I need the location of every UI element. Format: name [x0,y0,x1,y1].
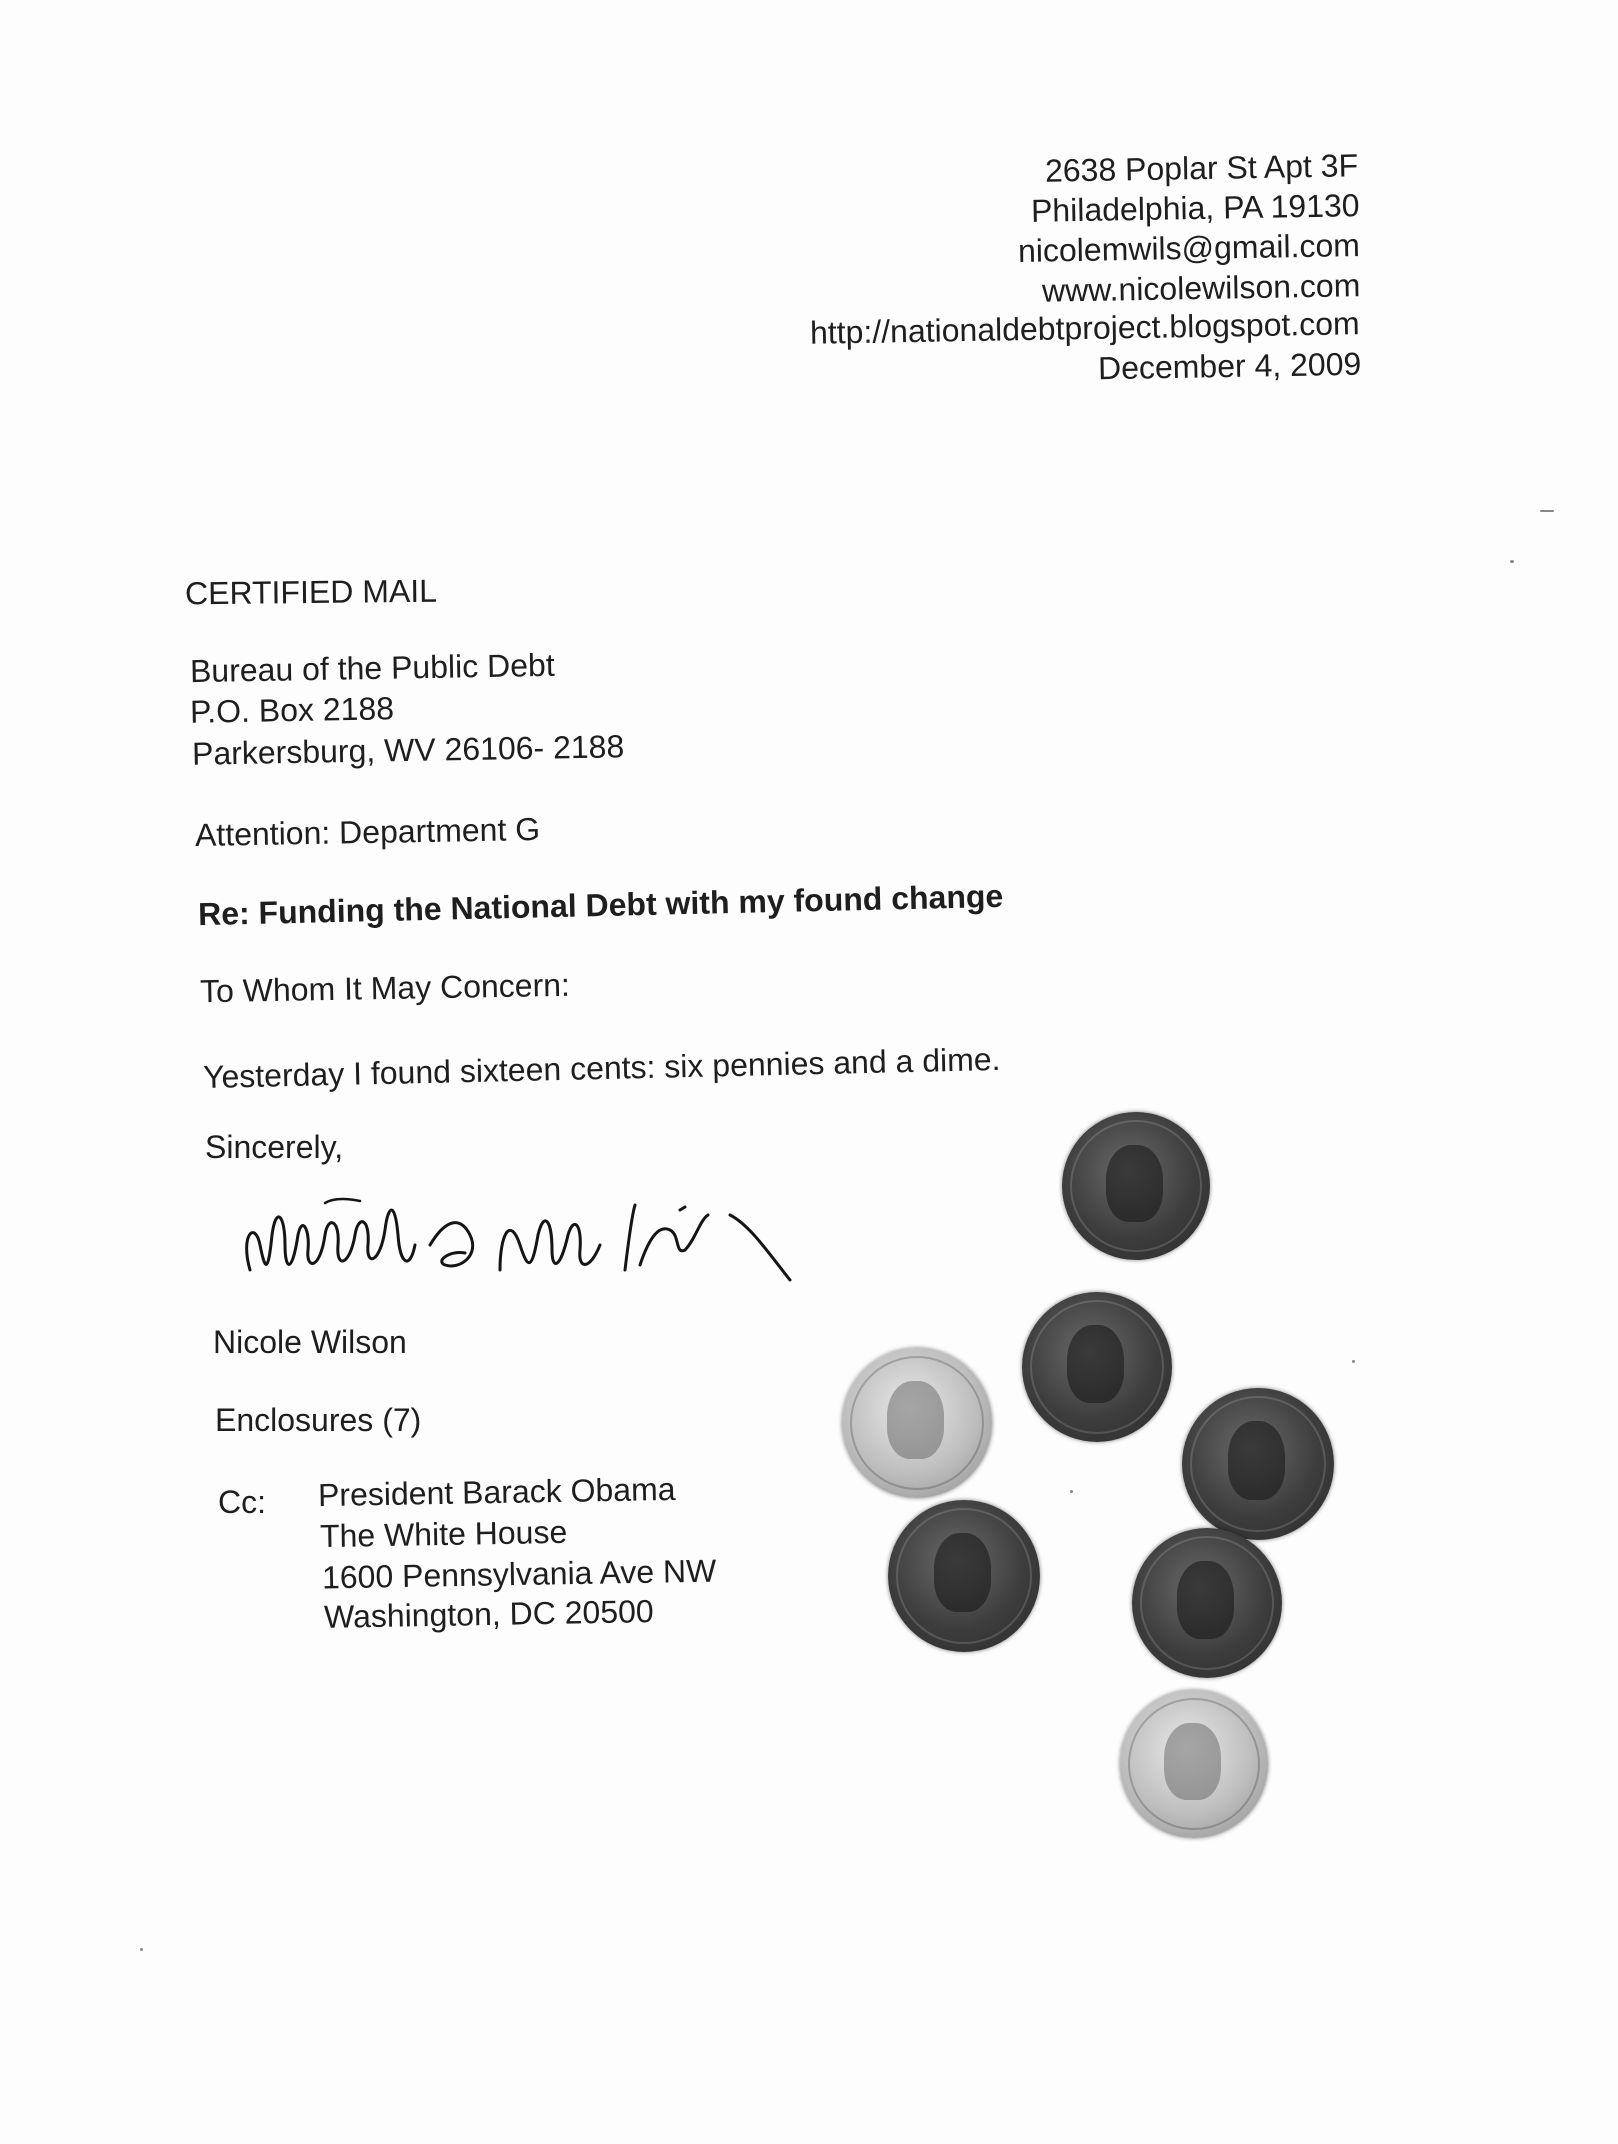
sender-city: Philadelphia, PA 19130 [1031,187,1361,229]
recipient-name: Bureau of the Public Debt [189,646,555,690]
cc-label: Cc: [218,1484,266,1520]
penny-coin-3 [1182,1388,1334,1540]
letter-date: December 4, 2009 [1097,345,1362,387]
enclosures-line: Enclosures (7) [215,1402,422,1438]
cc-city: Washington, DC 20500 [323,1593,654,1635]
sender-blog: http://nationaldebtproject.blogspot.com [810,305,1361,351]
attention-line: Attention: Department G [194,810,541,854]
scan-speck [1540,510,1554,512]
signer-name: Nicole Wilson [213,1324,407,1360]
scan-speck [1352,1360,1355,1363]
dime-coin-1 [842,1348,992,1498]
scan-speck [1070,1490,1073,1493]
closing: Sincerely, [205,1129,344,1165]
dime-coin-2 [1120,1690,1268,1838]
subject-line: Re: Funding the National Debt with my found change [197,877,1004,933]
cc-name: President Barack Obama [317,1470,676,1514]
sender-website: www.nicolewilson.com [1041,267,1361,309]
cc-street: 1600 Pennsylvania Ave NW [321,1552,717,1596]
recipient-city: Parkersburg, WV 26106- 2188 [191,728,625,772]
scan-speck [1510,560,1514,563]
cc-org: The White House [319,1513,568,1555]
penny-coin-4 [888,1500,1040,1652]
handwritten-signature [230,1175,830,1305]
scan-speck [140,1948,143,1951]
penny-coin-2 [1022,1292,1172,1442]
sender-street: 2638 Poplar St Apt 3F [1044,147,1359,189]
mail-type: CERTIFIED MAIL [184,572,438,612]
body-text: Yesterday I found sixteen cents: six pennies and a dime. [202,1040,1001,1096]
recipient-po-box: P.O. Box 2188 [189,690,395,730]
penny-coin-5 [1132,1528,1282,1678]
salutation: To Whom It May Concern: [199,966,571,1010]
sender-email: nicolemwils@gmail.com [1017,227,1361,269]
penny-coin-1 [1062,1112,1210,1260]
